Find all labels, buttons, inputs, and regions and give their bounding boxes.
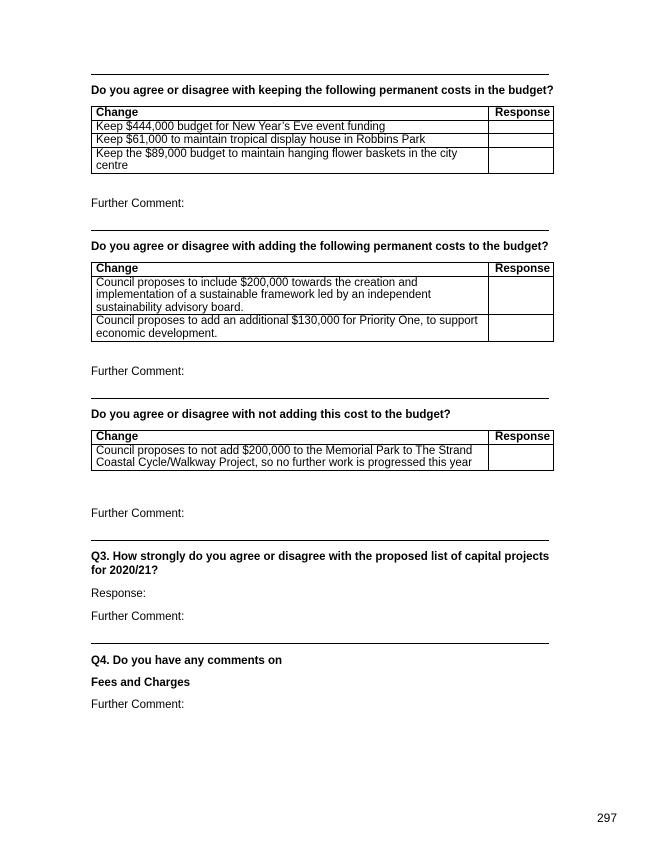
question-add-costs: Do you agree or disagree with adding the following permanent costs to the budget? [91, 241, 549, 253]
table-row [92, 147, 554, 173]
question-keep-costs: Do you agree or disagree with keeping the following permanent costs in the budget? [91, 85, 554, 97]
response-label: Response: [91, 588, 146, 600]
section-divider [91, 230, 549, 231]
changes-table-not-add [91, 430, 554, 471]
response-cell[interactable] [489, 444, 554, 470]
response-cell[interactable] [489, 134, 554, 148]
table-header-row [92, 107, 554, 121]
change-cell: Keep $444,000 budget for New Year’s Eve event funding [92, 120, 489, 134]
section-divider [91, 540, 549, 541]
change-cell: Keep $61,000 to maintain tropical display house in Robbins Park [92, 134, 489, 148]
table-row [92, 134, 554, 148]
further-comment-label: Further Comment: [91, 508, 185, 520]
table-row [92, 120, 554, 134]
table-row [92, 276, 554, 315]
further-comment-label: Further Comment: [91, 198, 185, 210]
header-response: Response [489, 263, 554, 277]
question-q4: Q4. Do you have any comments on [91, 655, 283, 667]
changes-table-keep [91, 106, 554, 174]
further-comment-label: Further Comment: [91, 699, 185, 711]
change-cell: Council proposes to not add $200,000 to the Memorial Park to The Strand Coastal Cycle/Walkway Project, so no further work is progressed this year [92, 444, 489, 470]
table-row [92, 444, 554, 470]
table-header-row [92, 431, 554, 445]
change-cell: Council proposes to add an additional $130,000 for Priority One, to support economic development. [92, 315, 489, 341]
header-change: Change [92, 431, 489, 445]
table-row [92, 315, 554, 341]
header-change: Change [92, 107, 489, 121]
header-change: Change [92, 263, 489, 277]
further-comment-label: Further Comment: [91, 611, 185, 623]
question-not-adding: Do you agree or disagree with not adding this cost to the budget? [91, 409, 451, 421]
further-comment-label: Further Comment: [91, 366, 185, 378]
table-header-row [92, 263, 554, 277]
response-cell[interactable] [489, 120, 554, 134]
changes-table-add [91, 262, 554, 342]
header-response: Response [489, 431, 554, 445]
header-response: Response [489, 107, 554, 121]
section-divider [91, 74, 549, 75]
question-q3: Q3. How strongly do you agree or disagree with the proposed list of capital projects for 2020/21? [91, 551, 550, 577]
section-divider [91, 643, 549, 644]
change-cell: Council proposes to include $200,000 towards the creation and implementation of a sustainable framework led by an independent sustainability advisory board. [92, 276, 489, 315]
change-cell: Keep the $89,000 budget to maintain hanging flower baskets in the city centre [92, 147, 489, 173]
section-divider [91, 398, 549, 399]
subheading-fees-charges: Fees and Charges [91, 677, 191, 689]
response-cell[interactable] [489, 315, 554, 341]
page-number: 297 [596, 811, 617, 825]
response-cell[interactable] [489, 276, 554, 315]
response-cell[interactable] [489, 147, 554, 173]
